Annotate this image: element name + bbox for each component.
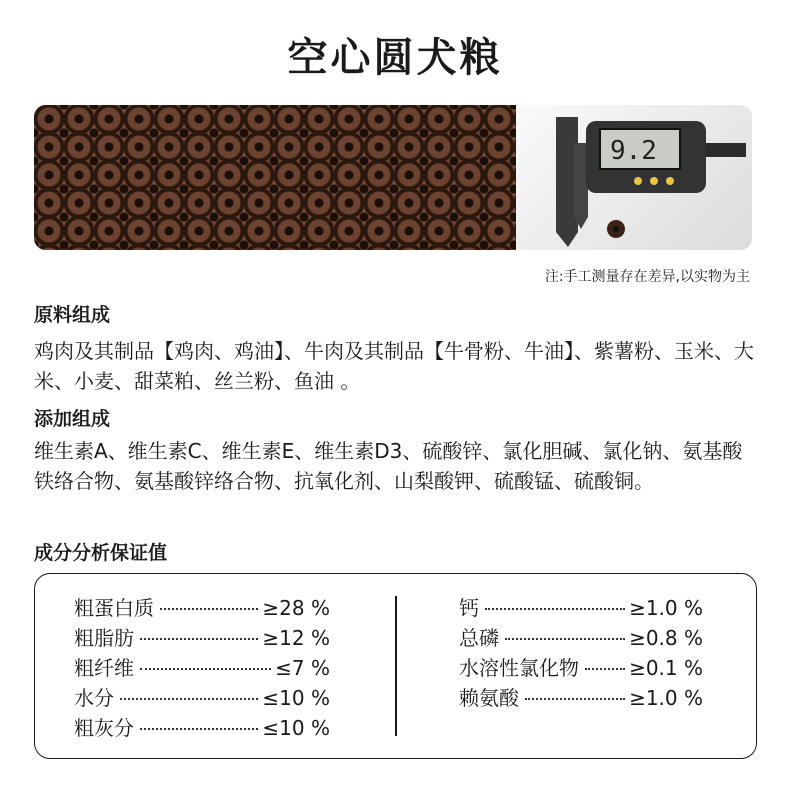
analysis-divider [395,596,397,736]
analysis-name: 总磷 [459,626,499,650]
caliper-icon [526,107,746,247]
ingredients-heading: 原料组成 [34,304,111,326]
analysis-heading: 成分分析保证值 [34,542,168,564]
measurement-note: 注:手工测量存在差异,以实物为主 [544,269,750,285]
analysis-value: ≥1.0 % [629,596,703,620]
analysis-name: 水溶性氯化物 [459,656,579,680]
analysis-row-protein [74,592,330,621]
analysis-name: 粗脂肪 [74,626,134,650]
additives-text: 维生素A、维生素C、维生素E、维生素D3、硫酸锌、氯化胆碱、氯化钠、氨基酸铁络合物、氨基酸锌络合物、抗氧化剂、山梨酸钾、硫酸锰、硫酸铜。 [34,439,743,493]
page-title: 空心圆犬粮 [287,35,503,81]
kibble-photo [34,105,516,250]
analysis-row-fat [74,622,330,651]
analysis-row-calcium [459,592,703,621]
analysis-row-fiber [74,652,330,681]
analysis-name: 赖氨酸 [459,686,519,710]
analysis-value: ≥0.1 % [629,656,703,680]
analysis-value: ≥12 % [262,626,330,650]
analysis-value: ≥1.0 % [629,686,703,710]
analysis-name: 水分 [74,686,114,710]
analysis-name: 粗灰分 [74,716,134,740]
analysis-value: ≥28 % [262,596,330,620]
analysis-name: 钙 [459,596,479,620]
analysis-name: 粗蛋白质 [74,596,154,620]
analysis-value: ≥0.8 % [629,626,703,650]
analysis-row-lysine [459,682,703,711]
caliper-reading: 9.2 [610,136,657,166]
analysis-value: ≤7 % [275,656,330,680]
analysis-value: ≤10 % [262,686,330,710]
analysis-row-phosphorus [459,622,703,651]
analysis-row-ash [74,712,330,741]
analysis-row-chloride [459,652,703,681]
analysis-row-moisture [74,682,330,711]
product-banner [34,105,752,250]
ingredients-text: 鸡肉及其制品【鸡肉、鸡油】、牛肉及其制品【牛骨粉、牛油】、紫薯粉、玉米、大米、小麦、甜菜粕、丝兰粉、鱼油 。 [34,339,754,393]
additives-heading: 添加组成 [34,408,111,430]
analysis-name: 粗纤维 [74,656,134,680]
analysis-value: ≤10 % [262,716,330,740]
